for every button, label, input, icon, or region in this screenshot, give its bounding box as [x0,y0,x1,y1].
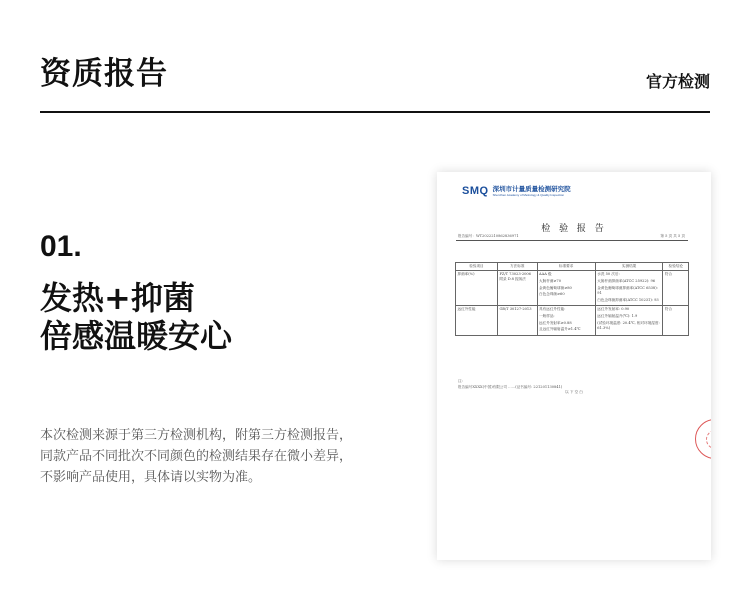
requirement-line: 金黄色葡萄球菌≥80 [539,285,572,290]
section-headline [40,279,232,355]
description-line-2: 同款产品不同批次不同颜色的检测结果存在微小差异， [40,449,353,464]
result-line: 远红外发射率: 0.90 [597,307,630,312]
result-line: 大肠杆菌抑菌率(ATCC 25922): 96 [597,278,656,283]
table-cell-result [595,306,663,336]
report-note-text: 报告编号XXXX(中国)有限公司 ……(证书编号: 221201130841) [458,384,563,389]
requirement-line: 大肠杆菌≥70 [539,278,562,283]
description-line-3: 不影响产品使用，具体请以实物为准。 [40,470,262,485]
table-header-cell: 方法标准 [497,263,537,271]
result-line: 白色念珠菌抑菌率(ATCC 10231): 93 [597,297,659,302]
table-header-cell: 标准要求 [537,263,595,271]
report-page-number: 第 5 页 共 5 页 [660,234,685,238]
requirement-line: 且远红外辐射温升≥1.4℃ [539,327,581,332]
requirement-line: 具有远红外性能: [539,307,566,312]
institute-name-en: Shenzhen Academy of Metrology & Quality Inspection [492,193,565,197]
section-number: 01. [40,230,82,263]
section-description [40,425,380,488]
report-table-header-row [456,263,689,271]
test-report-image [437,172,711,560]
table-header-cell: 检验结论 [663,263,689,271]
requirement-line: 远红外发射率≥0.88 [539,320,572,325]
table-row [456,271,689,306]
smq-logo-mark: SMQ [462,185,489,197]
headline-line-1: 发热+抑菌 [40,279,195,317]
report-title: 检 验 报 告 [541,224,607,234]
page-title: 资质报告 [40,56,168,92]
table-cell-conclusion: 符合 [663,306,689,336]
result-line: 远红外辐射温升(℃): 1.9 [597,313,638,318]
report-note [458,379,562,390]
report-divider [456,240,688,241]
header-divider [40,111,710,113]
report-number: 报告编号：WT2022210862836971 [458,234,519,238]
table-cell-item: 抑菌率(%) [456,271,498,306]
table-cell-method: GB/T 30127-2013 [497,306,537,336]
table-row [456,306,689,336]
table-cell-item: 远红外性能 [456,306,498,336]
institute-name-cn: 深圳市计量质量检测研究院 [492,185,571,193]
red-seal-stamp [695,419,711,459]
report-note-label: 注: [458,379,463,383]
table-header-cell: 实测结果 [595,263,663,271]
result-line: 水洗 50 次后: [597,272,620,277]
requirement-line: 白色念珠菌≥60 [539,292,565,297]
table-cell-requirement [537,306,595,336]
headline-line-2: 倍感温暖安心 [40,317,233,355]
requirement-line: 一般样品: [539,313,555,318]
table-header-cell: 检验项目 [456,263,498,271]
table-cell-conclusion: 符合 [663,271,689,306]
requirement-line: AAA 级 [539,272,552,277]
table-cell-result [595,271,663,306]
institute-logo [462,185,571,197]
description-line-1: 本次检测来源于第三方检测机构，附第三方检测报告， [40,428,353,443]
report-table [455,262,689,336]
report-end-mark: 以 下 空 白 [565,390,583,394]
table-cell-method: FZ/T 73023-2006 附录 D.8 振荡法 [497,271,537,306]
table-cell-requirement [537,271,595,306]
official-testing-label: 官方检测 [645,72,710,91]
result-line: (试验环境温度: 20.4℃, 相对环境湿度: 61.3%) [597,320,660,330]
result-line: 金黄色葡萄球菌抑菌率(ATCC 6538): 91 [597,285,658,295]
